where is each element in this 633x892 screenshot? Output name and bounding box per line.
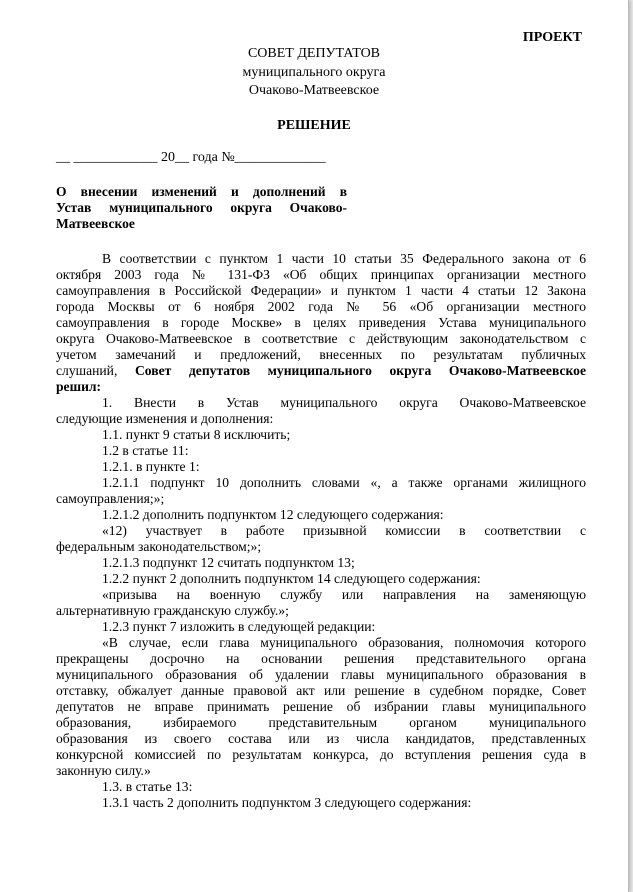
preamble-line: В соответствии с пунктом 1 части 10 статьи 35 Федерального закона от 6 [102, 251, 586, 266]
district-type: муниципального округа [242, 65, 386, 80]
preamble-line: округа Очаково-Матвеевское в соответствие с действующим законодательством с [56, 331, 586, 346]
document-body [56, 251, 586, 811]
preamble-line: города Москвы от 6 ноября 2002 года № 56 «Об организации местного [56, 299, 586, 314]
item-1-2-3: 1.2.3 пункт 7 изложить в следующей редакции: [102, 619, 376, 634]
preamble-line: учетом замечаний и предложений, внесенных по результатам публичных [56, 347, 586, 362]
quote-12: «12) участвует в работе призывной комиссии в соответствии с [102, 523, 586, 538]
resolved-label: решил: [56, 379, 102, 394]
date-line: __ ____________ 20__ года №_____________ [56, 150, 326, 165]
quote-7-line: прекращены досрочно на основании решения представительного органа [56, 651, 586, 666]
preamble-line: самоуправления в Российской Федерации» и пунктом 1 части 4 статьи 12 Закона [56, 283, 586, 298]
quote-7-line: «В случае, если глава муниципального образования, полномочия которого [102, 635, 586, 650]
quote-7-line: отставку, обжалует данные правовой акт или решение в судебном порядке, Совет [56, 683, 586, 698]
council-title: СОВЕТ ДЕПУТАТОВ [247, 46, 381, 61]
item-1-2: 1.2 в статье 11: [102, 443, 189, 458]
draft-label: ПРОЕКТ [522, 30, 582, 45]
quote-12-cont: федеральным законодательством;»; [56, 539, 262, 554]
quote-7-line: образования из своего состава или из числа кандидатов, представленных [56, 731, 586, 746]
item-1-2-1: 1.2.1. в пункте 1: [102, 459, 200, 474]
quote-14: «призыва на военную службу или направления на заменяющую [102, 587, 586, 602]
preamble-last-line [56, 363, 586, 379]
resolved-line [56, 379, 586, 395]
item-1-2-1-3: 1.2.1.3 подпункт 12 считать подпунктом 13; [102, 555, 355, 570]
quote-7-line: образования, избираемого представительным органом муниципального [56, 715, 586, 730]
preamble-line: самоуправления в городе Москве» в целях приведения Устава муниципального [56, 315, 586, 330]
preamble-text: слушаний, [56, 363, 135, 378]
item-1-2-2: 1.2.2 пункт 2 дополнить подпунктом 14 следующего содержания: [102, 571, 481, 586]
preamble-line: октября 2003 года № 131-ФЗ «Об общих принципах организации местного [56, 267, 586, 282]
subject-line: О внесении изменений и дополнений в [56, 184, 347, 199]
quote-7-line: конкурсной комиссией по результатам конкурса, до вступления решения суда в [56, 747, 586, 762]
document-type: РЕШЕНИЕ [277, 118, 351, 133]
item-1: 1. Внести в Устав муниципального округа Очаково-Матвеевское [102, 395, 586, 410]
item-1-cont: следующие изменения и дополнения: [56, 411, 274, 426]
subject-line: Матвеевское [56, 216, 135, 231]
quote-7-line: депутатов не вправе принимать решение об избрании главы муниципального [56, 699, 586, 714]
subject-block [56, 184, 347, 232]
item-1-2-1-2: 1.2.1.2 дополнить подпунктом 12 следующего содержания: [102, 507, 444, 522]
council-resolution-phrase: Совет депутатов муниципального округа Очаково-Матвеевское [134, 363, 586, 378]
subject-line: Устав муниципального округа Очаково- [56, 200, 347, 215]
item-1-1: 1.1. пункт 9 статьи 8 исключить; [102, 427, 291, 442]
quote-7-line: муниципального образования об удалении главы муниципального образования в [56, 667, 586, 682]
item-1-2-1-1-cont: самоуправления;»; [56, 491, 165, 506]
quote-7-line: законную силу.» [56, 763, 151, 778]
item-1-3-1: 1.3.1 часть 2 дополнить подпунктом 3 следующего содержания: [102, 795, 472, 810]
item-1-2-1-1: 1.2.1.1 подпункт 10 дополнить словами «, а также органами жилищного [102, 475, 586, 490]
quote-14-cont: альтернативную гражданскую службу.»; [56, 603, 289, 618]
district-name: Очаково-Матвеевское [248, 83, 380, 98]
item-1-3: 1.3. в статье 13: [102, 779, 193, 794]
